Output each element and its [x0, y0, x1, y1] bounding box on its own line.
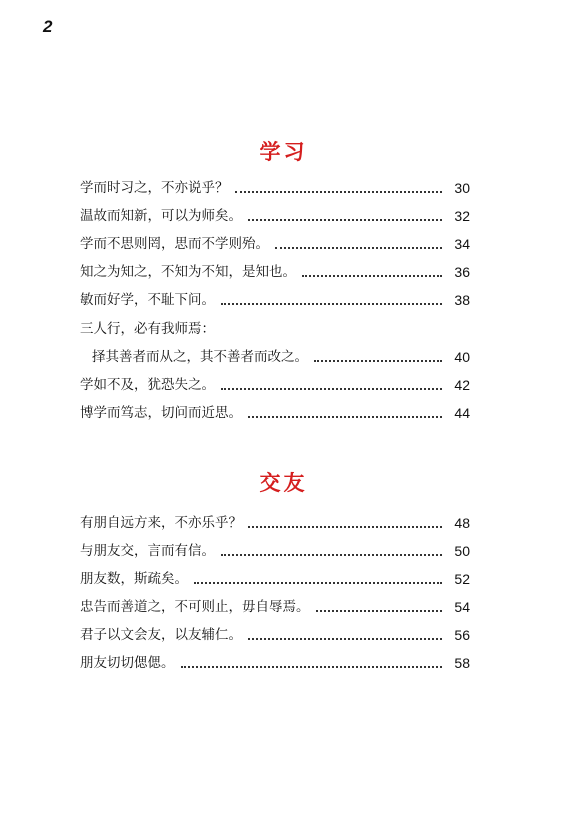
toc-entry-heading: [80, 316, 215, 338]
entry-text: 学而不思则罔，思而不学则殆。: [80, 236, 269, 252]
dot-leader: [235, 191, 443, 193]
entry-text: 择其善者而从之，其不善者而改之。: [92, 349, 308, 365]
entry-page: 30: [454, 180, 470, 196]
toc-entry[interactable]: [80, 259, 470, 281]
entry-page: 48: [454, 515, 470, 531]
section-title-study: 学习: [259, 140, 308, 164]
toc-entry[interactable]: [80, 622, 470, 644]
entry-page: 54: [454, 599, 470, 615]
dot-leader: [302, 275, 442, 277]
dot-leader: [314, 360, 442, 362]
entry-text: 朋友切切偲偲。: [80, 655, 175, 671]
entry-page: 44: [454, 405, 470, 421]
entry-text: 学如不及，犹恐失之。: [80, 377, 215, 393]
entry-page: 40: [454, 349, 470, 365]
toc-entry[interactable]: [80, 287, 470, 309]
toc-entry[interactable]: [80, 400, 470, 422]
entry-text: 知之为知之，不知为不知，是知也。: [80, 264, 296, 280]
section-title-friends: 交友: [259, 471, 308, 495]
toc-entry[interactable]: [80, 175, 470, 197]
entry-page: 32: [454, 208, 470, 224]
entry-text: 与朋友交，言而有信。: [80, 543, 215, 559]
entry-page: 38: [454, 292, 470, 308]
dot-leader: [248, 416, 442, 418]
toc-entry[interactable]: [80, 510, 470, 532]
dot-leader: [275, 247, 442, 249]
dot-leader: [221, 388, 442, 390]
entry-text: 敏而好学，不耻下问。: [80, 292, 215, 308]
entry-text: 学而时习之，不亦说乎？: [80, 180, 229, 196]
toc-entry[interactable]: [80, 650, 470, 672]
entry-page: 56: [454, 627, 470, 643]
dot-leader: [248, 638, 442, 640]
entry-page: 42: [454, 377, 470, 393]
toc-entry[interactable]: [80, 566, 470, 588]
entry-text: 忠告而善道之，不可则止，毋自辱焉。: [80, 599, 310, 615]
dot-leader: [248, 526, 442, 528]
toc-entry[interactable]: [80, 594, 470, 616]
entry-text: 三人行，必有我师焉：: [80, 321, 215, 337]
entry-text: 君子以文会友，以友辅仁。: [80, 627, 242, 643]
toc-entry[interactable]: [80, 538, 470, 560]
entry-text: 朋友数，斯疏矣。: [80, 571, 188, 587]
dot-leader: [248, 219, 442, 221]
toc-entry[interactable]: [80, 203, 470, 225]
entry-page: 34: [454, 236, 470, 252]
toc-entry[interactable]: [80, 344, 470, 366]
entry-page: 52: [454, 571, 470, 587]
dot-leader: [316, 610, 443, 612]
dot-leader: [221, 554, 442, 556]
entry-page: 58: [454, 655, 470, 671]
toc-entry[interactable]: [80, 372, 470, 394]
dot-leader: [221, 303, 442, 305]
entry-page: 36: [454, 264, 470, 280]
dot-leader: [181, 666, 443, 668]
entry-text: 博学而笃志，切问而近思。: [80, 405, 242, 421]
page-number: 2: [43, 17, 53, 36]
entry-text: 有朋自远方来，不亦乐乎？: [80, 515, 242, 531]
entry-page: 50: [454, 543, 470, 559]
entry-text: 温故而知新，可以为师矣。: [80, 208, 242, 224]
dot-leader: [194, 582, 442, 584]
toc-entry[interactable]: [80, 231, 470, 253]
